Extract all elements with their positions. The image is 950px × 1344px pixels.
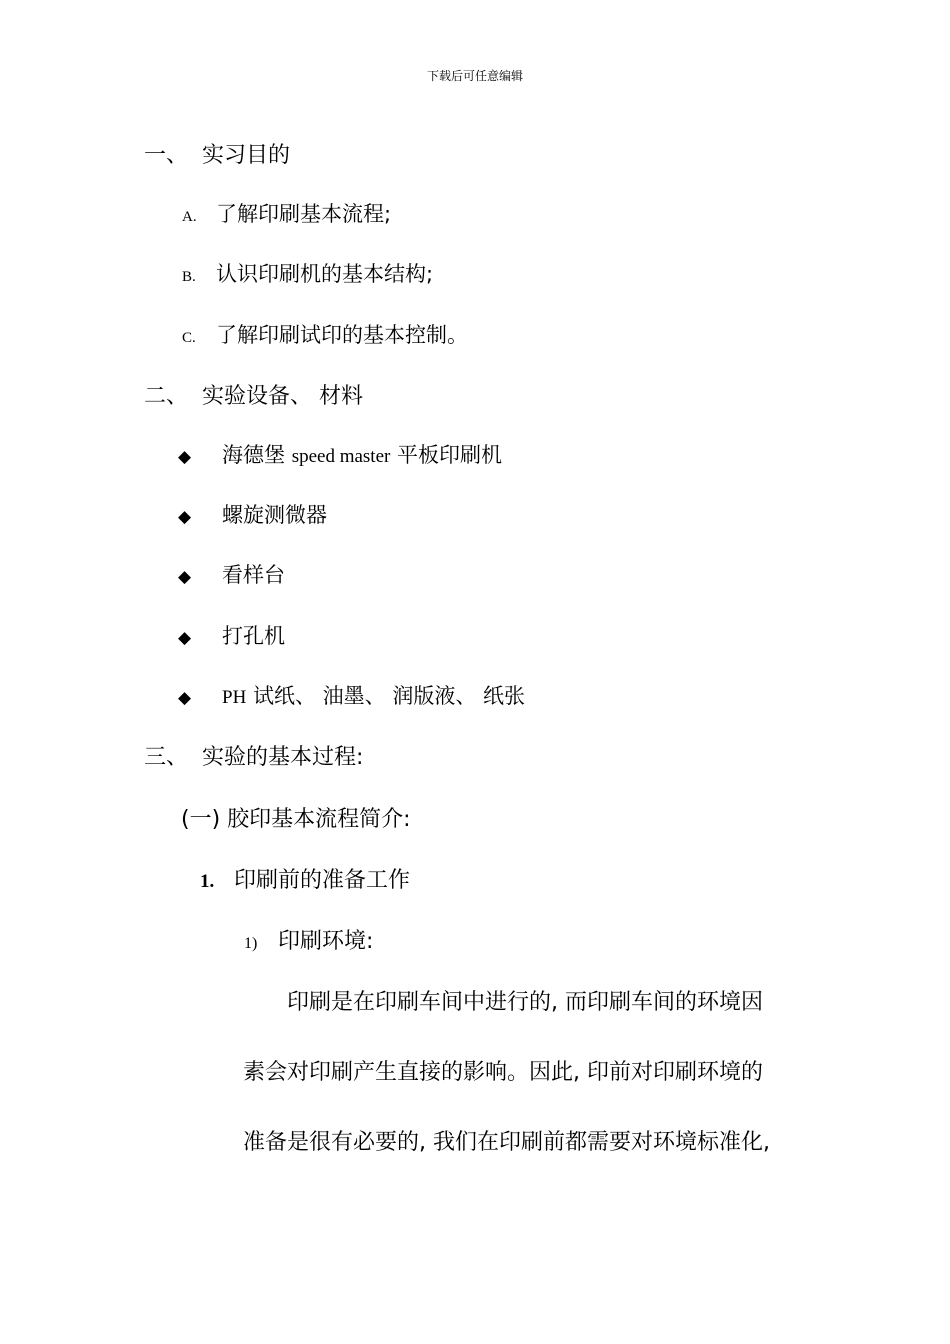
diamond-bullet-icon: ◆ <box>178 447 192 467</box>
bullet-text-post: 试纸、 油墨、 润版液、 纸张 <box>246 684 525 708</box>
bullet-text-pre: 打孔机 <box>222 624 285 648</box>
list-item <box>182 319 468 349</box>
section-2-heading <box>144 379 363 410</box>
bullet-item <box>178 680 525 710</box>
list-text: 了解印刷基本流程; <box>216 202 392 226</box>
bullet-item <box>178 439 502 469</box>
list-text: 了解印刷试印的基本控制。 <box>216 323 468 347</box>
section-number: 三、 <box>144 745 189 770</box>
sub-subsection-title: 印刷前的准备工作 <box>234 868 411 893</box>
diamond-bullet-icon: ◆ <box>178 507 192 527</box>
section-3-heading <box>144 740 363 771</box>
item-heading <box>244 924 373 955</box>
bullet-text-latin: speed master <box>291 446 391 467</box>
bullet-text-pre: 看样台 <box>222 563 285 587</box>
section-title: 实习目的 <box>202 143 291 168</box>
subsection-heading: (一) 胶印基本流程简介: <box>181 807 411 832</box>
diamond-bullet-icon: ◆ <box>178 628 192 648</box>
section-title: 实验设备、 材料 <box>202 384 363 409</box>
diamond-bullet-icon: ◆ <box>178 688 192 708</box>
sub-subsection-heading <box>200 863 410 894</box>
bullet-text-pre: 海德堡 <box>222 443 292 467</box>
bullet-item <box>178 499 327 529</box>
bullet-item <box>178 620 285 650</box>
list-item <box>182 198 391 228</box>
paragraph-line: 印刷是在印刷车间中进行的, 而印刷车间的环境因 <box>287 990 763 1015</box>
list-label: C. <box>182 330 196 346</box>
paragraph-line: 素会对印刷产生直接的影响。因此, 印前对印刷环境的 <box>243 1060 763 1085</box>
bullet-item <box>178 559 285 589</box>
item-title: 印刷环境: <box>278 929 374 954</box>
section-number: 一、 <box>144 143 189 168</box>
section-number: 二、 <box>144 384 189 409</box>
list-label: A. <box>182 209 197 225</box>
section-title: 实验的基本过程: <box>202 745 364 770</box>
bullet-text-post: 平板印刷机 <box>390 443 503 467</box>
header-note: 下载后可任意编辑 <box>426 69 523 83</box>
list-item <box>182 258 433 288</box>
paragraph-line: 准备是很有必要的, 我们在印刷前都需要对环境标准化, <box>243 1130 770 1155</box>
list-label: B. <box>182 269 196 285</box>
list-text: 认识印刷机的基本结构; <box>216 262 434 286</box>
bullet-text-pre: 螺旋测微器 <box>222 503 327 527</box>
bullet-text-latin: PH <box>222 687 247 708</box>
diamond-bullet-icon: ◆ <box>178 567 192 587</box>
item-number: 1) <box>244 935 258 952</box>
sub-subsection-number: 1. <box>200 871 215 892</box>
section-1-heading <box>144 138 290 169</box>
